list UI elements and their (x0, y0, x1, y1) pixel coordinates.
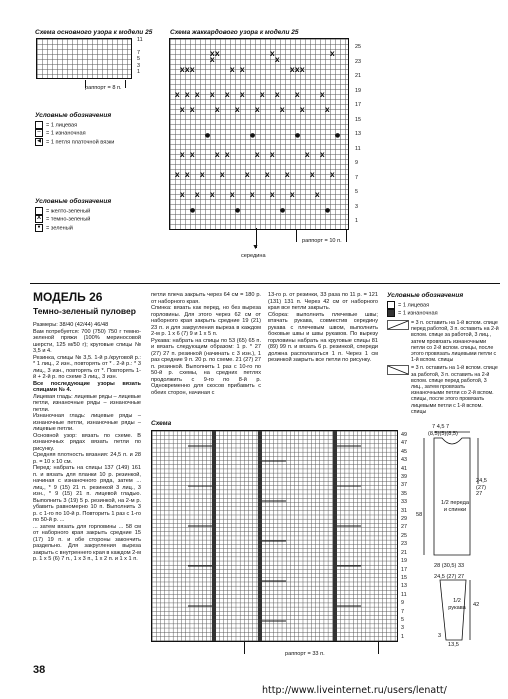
sleeve-small-dim: 3 (438, 633, 442, 639)
top-dims-2: (8,5)(5)(8,5) (428, 431, 458, 437)
svg-text:X: X (260, 92, 265, 99)
jacquard-marks (170, 39, 348, 229)
svg-text:X: X (295, 67, 300, 74)
page-number: 38 (33, 664, 46, 676)
main-row-numbers: 11 7 5 3 1 (137, 37, 143, 76)
svg-text:X: X (270, 51, 275, 58)
legend3: = 1 лицевая = 1 изнаночная = 3 п. оставить на 1-й вспом. спице перед работой, 3 п. оставить на 2-й вспом. спице за работой, 3 лиц., затем провязать изнаночными петли со 2-й вспом. спицы, после этого провязать лицевыми петли с 1-й вспом. спицы = 3 п. оставить на 1-й вспом. спице за работой, 3 п. оставить на 2-й вспом. спице перед работой, 3 лиц., затем провязать изнаночными петли со 2-й вспом. спицы, после этого провязать лицевыми петли с 1-й вспом. спицы (387, 301, 499, 415)
cable-left-icon (387, 320, 409, 330)
chart2-repeat: раппорт = 33 п. (285, 651, 325, 657)
svg-text:X: X (225, 92, 230, 99)
svg-text:X: X (285, 172, 290, 179)
svg-text:X: X (180, 67, 185, 74)
legend3-title: Условные обозначения (387, 292, 464, 299)
model-text-col2: петли плеча закрыть через 64 см = 180 р. от наборного края. Спинка: вязать как перед, но без выреза горловины. Для этого через 62 см от наборного края закрыть средние 19 (21) 23 п. и для закругления выреза в каждом 2-м р. 1 х 6 (7) 9 и 1 х 5 п. Рукава: набрать на спицы по 53 (65) 65 п. и вязать следующим образом: 1 р. * 27 (27) 27 п. резинкой (начинать с 3 изн.), 1 раз средние 9 п. 20 р. по схеме. 21 (27) 27 п. резинкой. Выполнить 1 раз с 10-го по 50-й р. схемы, на средних петлях продолжить с 9-го по 8-й р. Одновременно для скосов прибавить с обеих сторон, начиная с (151, 292, 262, 396)
svg-text:X: X (265, 172, 270, 179)
svg-text:X: X (215, 51, 220, 58)
svg-text:X: X (210, 92, 215, 99)
svg-text:X: X (190, 152, 195, 159)
svg-text:●: ● (295, 132, 301, 139)
svg-text:X: X (190, 67, 195, 74)
model-name: Темно-зеленый пуловер (33, 306, 136, 316)
svg-text:X: X (200, 172, 205, 179)
main-repeat-label: раппорт = 8 п. (85, 85, 122, 91)
svg-text:X: X (300, 67, 305, 74)
legend1-title: Условные обозначения (35, 112, 112, 119)
svg-text:X: X (220, 172, 225, 179)
source-url[interactable]: http://www.liveinternet.ru/users/lenatt/ (262, 685, 447, 696)
left-dim: 58 (416, 512, 423, 518)
svg-text:X: X (195, 92, 200, 99)
jacquard-grid (169, 38, 349, 230)
bottom-dims: 28 (30,5) 33 (434, 563, 465, 569)
svg-text:X: X (255, 152, 260, 159)
chart2-grid (151, 430, 398, 642)
svg-text:X: X (330, 172, 335, 179)
svg-text:X: X (225, 152, 230, 159)
svg-text:X: X (290, 67, 295, 74)
model-text-col3: 13-го р. от резинки, 33 раза по 11 р. = 121 (131) 131 п. Через 42 см от наборного края все петли закрыть. Сборка: выполнить плечевые швы; втачать рукава, совместив середину рукава с плечевым швом, выполнить боковые швы и швы рукавов. По вырезу горловины набрать на круговые спицы 81 (89) 99 п. и вязать 6 р. резинкой, спереди должна располагаться 1 п. Через 1 см резинкой закрыть все петли по рисунку. (268, 292, 378, 363)
svg-text:X: X (230, 192, 235, 199)
svg-text:X: X (180, 192, 185, 199)
svg-text:X: X (270, 192, 275, 199)
svg-text:X: X (310, 172, 315, 179)
svg-text:X: X (215, 152, 220, 159)
right-dims: 24,5 (27) 27 (476, 478, 487, 498)
svg-text:X: X (210, 57, 215, 64)
cable-right-icon (387, 365, 409, 375)
front-back-label: 1/2 переда и спинки (441, 500, 469, 513)
svg-text:X: X (185, 67, 190, 74)
svg-text:●: ● (280, 207, 286, 214)
svg-text:X: X (315, 192, 320, 199)
svg-text:X: X (240, 67, 245, 74)
main-pattern-grid (36, 38, 132, 79)
svg-text:X: X (180, 107, 185, 114)
model-text-col1: Размеры: 38/40 (42/44) 46/48 Вам потребуется: 700 (750) 750 г темно-зеленой пряжи (100% мериносовой шерсти, 125 м/50 г); круговые спицы № 3,5 и 4. Резинка, спицы № 3,5. 1-й р./круговой р.: * 1 лиц., 2 изн., повторять от * . 2-й р.: * 3 лиц., 3 изн., повторять от *. Повторять 1-й + 2-й р. по схеме 3 лиц., 3 изн. Все последующие узоры вязать спицами № 4. Лицевая гладь: лицевые ряды – лицевые петли, изнаночные ряды – изнаночные петли. Изнаночная гладь: лицевые ряды – изнаночные петли, изнаночные ряды – лицевые петли. Основной узор: вязать по схеме. В изнаночных рядах вязать петли по рисунку. Средняя плотность вязания: 24,5 п. и 28 р. = 10 х 10 см. Перед: набрать на спицы 137 (149) 161 п. и вязать для планки 10 р. резинкой, начиная с изнаночного ряда, затем ... лиц., * 9 (15) 21 п. резинкой 3 лиц., 3 изн., * 9 (15) 21 п. лицевой гладью. Выполнить 3 (19) 5 р. резинкой, на 2-м р. убавить равномерно 10 п. Выполнить 3 р. с 1-го по 10-й р. Повторить 1 раз с 1-го по 50-й р. ... ... затем вязать для горловины ... 58 см от наборного края закрыть средние 15 (17) 19 п. и обе стороны закончить раздельно. Для закругления выреза закрыть с внутреннего края в каждом 2-м р. 1 х 5 (6) 7 п., 1 х 3 п., 1 х 2 п. и 1 х 1 п. (33, 322, 141, 562)
svg-text:●: ● (325, 207, 331, 214)
svg-text:X: X (190, 107, 195, 114)
svg-text:X: X (320, 92, 325, 99)
legend1: = 1 лицевая – = 1 изнаночная ◀ = 1 петля платочной вязки (35, 121, 114, 146)
svg-text:X: X (195, 192, 200, 199)
svg-text:X: X (275, 92, 280, 99)
svg-text:X: X (185, 172, 190, 179)
svg-text:X: X (215, 107, 220, 114)
svg-text:X: X (305, 152, 310, 159)
svg-text:X: X (275, 57, 280, 64)
svg-text:X: X (210, 192, 215, 199)
svg-text:●: ● (335, 132, 341, 139)
svg-text:X: X (175, 92, 180, 99)
svg-text:X: X (175, 172, 180, 179)
svg-text:X: X (300, 107, 305, 114)
jacquard-title: Схема жаккардового узора к модели 25 (170, 29, 299, 36)
model-title: МОДЕЛЬ 26 (33, 290, 103, 304)
svg-text:X: X (270, 152, 275, 159)
sleeve-top-dims: 24,5 (27) 27 (434, 574, 465, 580)
svg-text:X: X (235, 107, 240, 114)
section-divider (30, 283, 500, 284)
garment-schematic (412, 420, 504, 658)
svg-text:X: X (180, 152, 185, 159)
svg-text:X: X (255, 107, 260, 114)
svg-text:●: ● (205, 132, 211, 139)
top-dims: 7 4,5 7 (432, 424, 450, 430)
legend2-title: Условные обозначения (35, 198, 112, 205)
svg-text:X: X (320, 152, 325, 159)
chart2-cables (152, 431, 397, 641)
svg-text:X: X (185, 92, 190, 99)
sleeve-right-dim: 42 (473, 602, 480, 608)
svg-text:●: ● (250, 132, 256, 139)
chart2-title: Схема (151, 420, 172, 427)
svg-text:X: X (210, 51, 215, 58)
svg-text:X: X (230, 67, 235, 74)
jacquard-center-label: середина (241, 253, 266, 259)
svg-text:X: X (240, 92, 245, 99)
jacquard-row-numbers: 25 23 21 19 17 15 13 11 9 7 5 3 1 (355, 44, 361, 224)
svg-text:X: X (295, 92, 300, 99)
svg-text:X: X (245, 172, 250, 179)
jacquard-repeat: раппорт = 10 п. (302, 238, 342, 244)
sleeve-bottom-dim: 13,5 (448, 642, 459, 648)
chart2-row-numbers: 49 47 45 43 41 39 37 35 33 31 29 27 25 23 21 19 17 15 13 11 9 7 5 3 1 (401, 432, 407, 640)
main-pattern-title: Схема основного узора к модели 25 (35, 29, 153, 36)
svg-text:●: ● (235, 207, 241, 214)
svg-text:X: X (250, 192, 255, 199)
svg-text:●: ● (190, 207, 196, 214)
svg-text:X: X (290, 192, 295, 199)
sleeve-label: 1/2 рукава (448, 598, 466, 611)
arrow-down-icon: ▼ (252, 244, 259, 251)
legend2: = желто-зеленый X = темно-зеленый ● = зеленый (36, 208, 91, 232)
svg-text:X: X (330, 51, 335, 58)
svg-text:X: X (280, 107, 285, 114)
svg-text:X: X (325, 107, 330, 114)
